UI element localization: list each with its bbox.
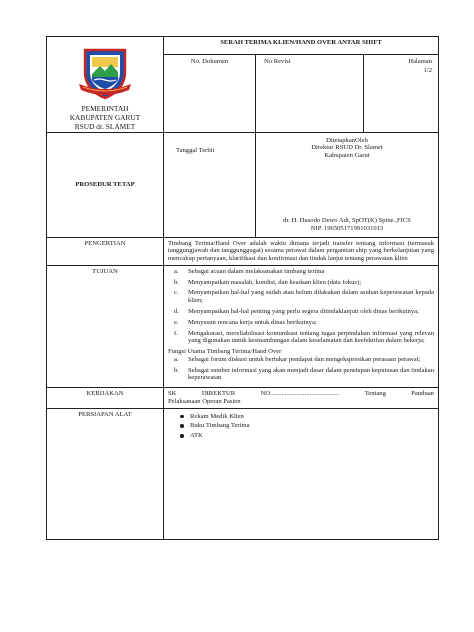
persiapan-content	[164, 408, 439, 539]
garut-regency-crest-icon	[47, 41, 163, 103]
kebijakan-line-2: Pelaksanaan Operan Pasien	[168, 397, 241, 405]
signatory-nip: NIP. 196505171991031013	[310, 224, 384, 232]
institution-line-3: RSUD dr. SLAMET	[74, 121, 136, 131]
list-item: d. Menyampaikan hal-hal penting yang perlu segera ditindaklanjuti oleh dinas berikutnya;	[174, 307, 419, 315]
institution-line-2: KABUPATEN GARUT	[69, 112, 141, 122]
list-item: Buku Timbang Terima	[190, 422, 434, 430]
list-item: ATK	[190, 432, 434, 440]
institution-cell	[47, 37, 164, 133]
list-item: f. Mengakurasi, mereliabilisasi komunikasi tentang tugas perpindahan informasi yang relevan yang digunakan untuk kesinambungan dalam keselamatan dan keefektifan dalam bekerja;	[174, 329, 435, 345]
list-item: a. Sebagai forum diskusi untuk bertukar pendapat dan mengekspresikan perasaan perawat;	[174, 355, 421, 363]
kebijakan-word: Tentang	[364, 390, 386, 398]
tanggal-terbit-label: Tanggal Terbit	[164, 132, 256, 237]
kebijakan-content	[164, 388, 439, 409]
kebijakan-word: NO..........................................	[260, 390, 340, 398]
kebijakan-word: SK	[168, 390, 177, 398]
list-item: b. Menyampaikan masalah, kondisi, dan keadaan klien (data fokus);	[174, 278, 362, 286]
sop-table	[46, 36, 439, 540]
no-dokumen-label: No. Dokumen	[164, 55, 256, 132]
list-item: b. Sebagai sumber informasi yang akan menjadi dasar dalam penetapan keputusan dan tindakan keperawatan	[174, 366, 435, 382]
halaman-value: 1/2	[423, 67, 433, 75]
pengertian-label: PENGERTIAN	[47, 237, 164, 265]
list-item: e. Menyusun rencana kerja untuk dinas berikutnya;	[174, 318, 317, 326]
halaman-cell	[364, 55, 439, 132]
list-item: c. Menyampaikan hal-hal yang sudah atau belum dilakukan dalam asuhan keperawatan kepada klien;	[174, 289, 435, 305]
no-revisi-label: No Revisi	[256, 55, 364, 132]
prosedur-tetap-label: PROSEDUR TETAP	[47, 132, 164, 237]
signatory-name: dr. H. Husodo Dewo Adi, SpOT(K) Spine.,FICS	[283, 217, 411, 225]
list-item: Rekam Medik Klien	[190, 413, 434, 421]
pengertian-text: Timbang Terima/Hand Over adalah waktu dimana terjadi transfer tentang informasi (termasuk tanggungjawab dan tanggunggugat) sesama perawat dalam pergantian ship yang berkelanjutan yang mencakup pertanyaan, klarifikasi dan konfirmasi dan tindak lanjut tentang perawatan klien	[164, 237, 439, 265]
signature-line-1: DitetapkanOleh	[326, 136, 368, 144]
kebijakan-word: DIREKTUR	[201, 390, 236, 398]
list-item: a. Sebagai acuan dalam melaksanakan timbang terima	[174, 267, 325, 275]
tujuan-content	[164, 265, 439, 387]
fungsi-title: Fungsi Utama Timbang Terima/Hand Over	[168, 348, 282, 356]
signature-block	[256, 132, 439, 237]
kebijakan-label: KEBIJAKAN	[47, 388, 164, 409]
institution-line-1: PEMERINTAH	[81, 104, 129, 113]
signature-line-2: Direktur RSUD Dr. Slamet	[311, 144, 383, 152]
halaman-label: Halaman	[408, 58, 433, 66]
tujuan-label: TUJUAN	[47, 265, 164, 387]
document-title: SERAH TERIMA KLIEN/HAND OVER ANTAR SHIFT	[164, 37, 439, 55]
signature-line-3: Kabupaten Garut	[324, 152, 370, 160]
persiapan-alat-label: PERSIAPAN ALAT	[47, 408, 164, 539]
kebijakan-word: Panduan	[411, 390, 434, 398]
